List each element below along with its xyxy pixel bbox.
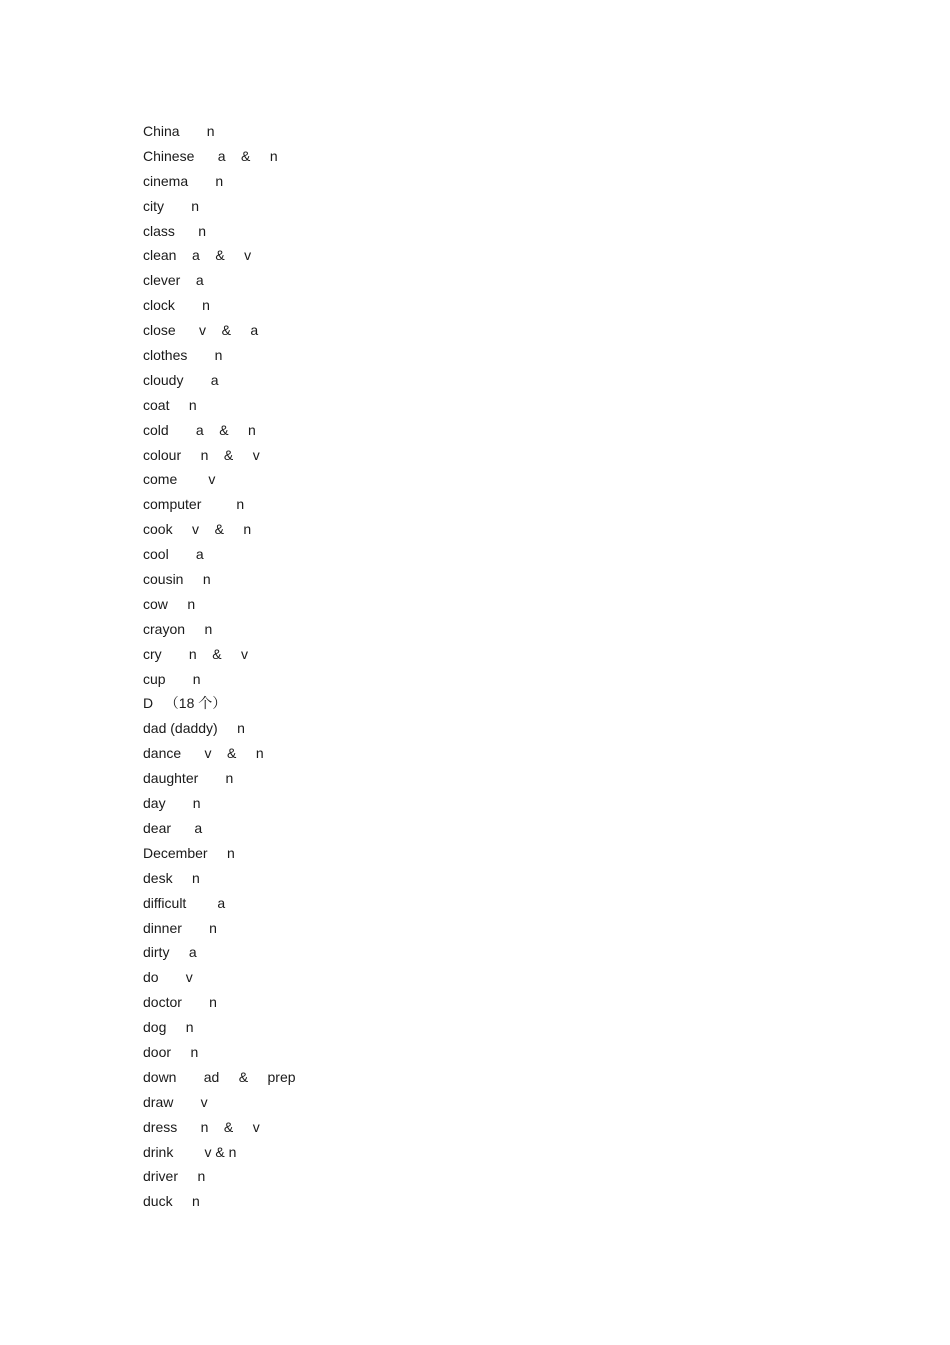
vocabulary-entry: driver n xyxy=(143,1168,206,1185)
vocabulary-entry: down ad & prep xyxy=(143,1068,296,1085)
vocabulary-entry: dinner n xyxy=(143,919,217,936)
vocabulary-entry: computer n xyxy=(143,496,245,513)
vocabulary-entry: doctor n xyxy=(143,994,217,1011)
vocabulary-entry: close v & a xyxy=(143,322,259,339)
vocabulary-entry: cold a & n xyxy=(143,421,256,438)
vocabulary-list xyxy=(143,121,296,1216)
vocabulary-entry: cry n & v xyxy=(143,645,249,662)
vocabulary-entry: D （18 个） xyxy=(143,695,227,712)
vocabulary-entry: day n xyxy=(143,795,201,812)
vocabulary-entry: daughter n xyxy=(143,770,234,787)
vocabulary-entry: clock n xyxy=(143,297,210,314)
vocabulary-entry: class n xyxy=(143,222,207,239)
vocabulary-entry: crayon n xyxy=(143,620,213,637)
vocabulary-entry: cloudy a xyxy=(143,371,219,388)
vocabulary-entry: cinema n xyxy=(143,172,224,189)
vocabulary-entry: do v xyxy=(143,969,193,986)
vocabulary-entry: draw v xyxy=(143,1093,208,1110)
vocabulary-entry: desk n xyxy=(143,869,200,886)
vocabulary-entry: Chinese a & n xyxy=(143,147,278,164)
vocabulary-entry: December n xyxy=(143,844,235,861)
vocabulary-entry: dog n xyxy=(143,1019,194,1036)
vocabulary-entry: dad (daddy) n xyxy=(143,720,245,737)
vocabulary-entry: dear a xyxy=(143,819,203,836)
vocabulary-entry: clothes n xyxy=(143,347,223,364)
vocabulary-entry: cook v & n xyxy=(143,521,252,538)
vocabulary-entry: cow n xyxy=(143,595,196,612)
vocabulary-entry: difficult a xyxy=(143,894,226,911)
vocabulary-entry: door n xyxy=(143,1043,199,1060)
vocabulary-entry: clever a xyxy=(143,272,204,289)
vocabulary-entry: clean a & v xyxy=(143,247,252,264)
vocabulary-entry: dance v & n xyxy=(143,745,264,762)
vocabulary-entry: cup n xyxy=(143,670,201,687)
vocabulary-entry: cousin n xyxy=(143,571,211,588)
vocabulary-entry: coat n xyxy=(143,396,197,413)
vocabulary-entry: cool a xyxy=(143,546,204,563)
vocabulary-entry: China n xyxy=(143,123,215,139)
vocabulary-entry: colour n & v xyxy=(143,446,260,463)
vocabulary-entry: come v xyxy=(143,471,216,488)
vocabulary-entry: dress n & v xyxy=(143,1118,260,1135)
vocabulary-entry: drink v & n xyxy=(143,1143,237,1160)
vocabulary-entry: city n xyxy=(143,197,200,214)
vocabulary-entry: dirty a xyxy=(143,944,197,961)
vocabulary-entry: duck n xyxy=(143,1193,200,1210)
